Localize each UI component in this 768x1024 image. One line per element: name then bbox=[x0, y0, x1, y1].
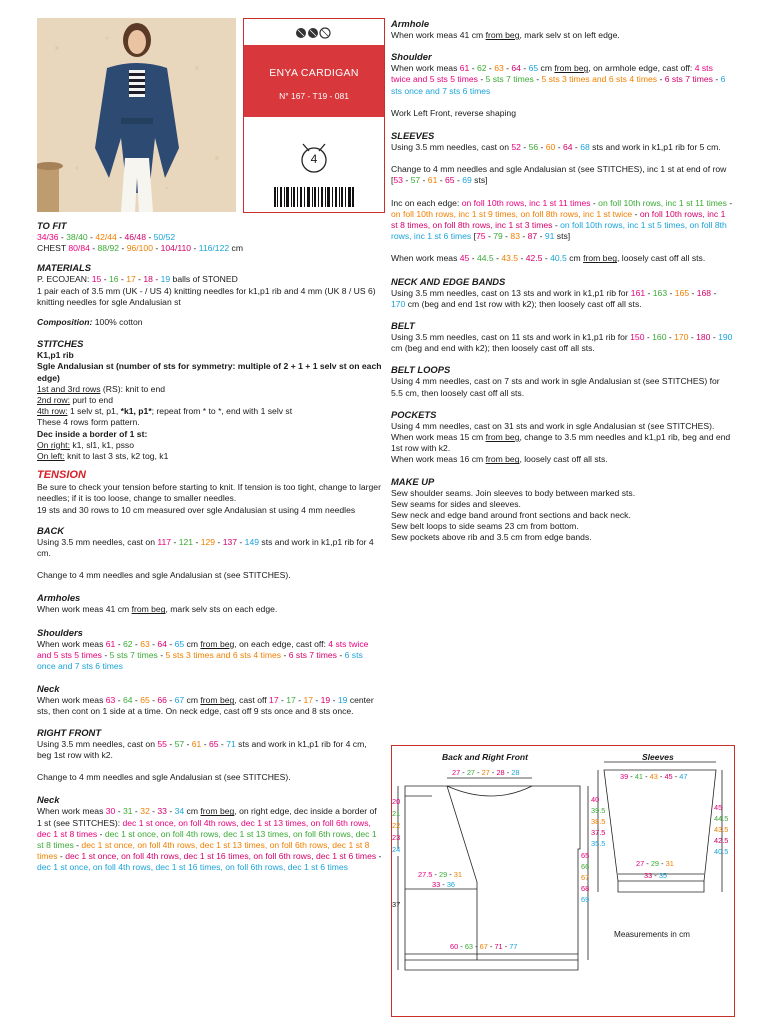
pockets-heading: POCKETS bbox=[391, 408, 437, 420]
pockets-text1: Using 4 mm needles, cast on 31 sts and work in sgle Andalusian st (see STITCHES). bbox=[391, 420, 715, 431]
label-banner bbox=[244, 45, 384, 117]
armhole-front-text: When work meas 41 cm from beg, mark selv st on left edge. bbox=[391, 30, 620, 40]
pattern-ref: N° 167 - T19 - 081 bbox=[279, 91, 349, 101]
materials-heading: MATERIALS bbox=[37, 262, 91, 274]
neck-back-heading: Neck bbox=[37, 683, 60, 695]
armholes-heading: Armholes bbox=[37, 592, 81, 604]
armhole-front-heading: Armhole bbox=[391, 18, 430, 29]
sleeves-heading: SLEEVES bbox=[391, 130, 435, 142]
neck-front-text: When work meas 30 - 31 - 32 - 33 - 34 cm from beg, on right edge, dec inside a border of 1 st (see STITCHES): dec 1 st once, on foll 4th rows, dec 1 st 13 times, on foll 6th rows, dec 1 st 8 times - dec 1 st once, on foll 4th rows, dec 1 st 13 times, on foll 6th rows, dec 1 st 8 times - dec 1 st once, on foll 4th rows, dec 1 st 13 times, on foll 6th rows, dec 1 st 8 times - dec 1 st once, on foll 4th rows, dec 1 st 16 times, on foll 6th rows, dec 1 st 6 times - dec 1 st once, on foll 4th rows, dec 1 st 16 times, on foll 6th rows, dec 1 st 6 times bbox=[37, 806, 382, 873]
to-fit-heading: TO FIT bbox=[37, 220, 67, 231]
dec-left: On left: knit to last 3 sts, k2 tog, k1 bbox=[37, 451, 169, 462]
tension-text2: 19 sts and 30 rows to 10 cm measured over sgle Andalusian st using 4 mm needles bbox=[37, 504, 356, 515]
sleeves-increase: Inc on each edge: on foll 10th rows, inc 1 st 11 times - on foll 10th rows, inc 1 st 11 times - on foll 10th rows, inc 1 st 9 times, on foll 8th rows, inc 1 st twice - on foll 10th rows, inc 1 st 8 times, on foll 8th rows, inc 1 st 3 times - on foll 10th rows, inc 1 st 5 times, on foll 8th rows, inc 1 st 6 times [75 - 79 - 83 - 87 - 91 sts] bbox=[391, 197, 733, 242]
left-front-note: Work Left Front, reverse shaping bbox=[391, 107, 516, 118]
bottom-width-label: 60 - 63 - 67 - 71 - 77 bbox=[450, 942, 518, 951]
right-front-cast-on: Using 3.5 mm needles, cast on 55 - 57 - 61 - 65 - 71 sts and work in k1,p1 rib for 4 cm, beg 1st row with k2. bbox=[37, 738, 367, 760]
make-up-line: Sew shoulder seams. Join sleeves to body between marked sts. bbox=[391, 487, 636, 498]
pattern-label bbox=[243, 18, 385, 213]
make-up-line: Sew neck and edge band around front sections and back neck. bbox=[391, 510, 631, 521]
shoulder-front-text: When work meas 61 - 62 - 63 - 64 - 65 cm from beg, on armhole edge, cast off: 4 sts twice and 5 sts 5 times - 5 sts 7 times - 5 sts 3 times and 6 sts 4 times - 6 sts 7 times - 6 sts once and 7 sts 6 times bbox=[391, 63, 726, 96]
shoulders-text: When work meas 61 - 62 - 63 - 64 - 65 cm from beg, on each edge, cast off: 4 sts twice and 5 sts 5 times - 5 sts 7 times - 5 sts 3 times and 6 sts 4 times - 6 sts 7 times - 6 sts once and 7 sts 6 times bbox=[37, 638, 369, 672]
stitch-row1: 1st and 3rd rows (RS): knit to end bbox=[37, 383, 166, 394]
neck-bands-heading: NECK AND EDGE BANDS bbox=[391, 275, 506, 287]
back-change: Change to 4 mm needles and sgle Andalusian st (see STITCHES). bbox=[37, 570, 291, 581]
stitches-heading: STITCHES bbox=[37, 338, 84, 350]
tension-text1: Be sure to check your tension before starting to knit. If tension is too tight, change to larger needles; if it is too loose, change to smaller needles. bbox=[37, 482, 381, 504]
left-height-labels: 20 21 22 23 24 bbox=[392, 797, 401, 854]
stitch-row2: 2nd row: purl to end bbox=[37, 395, 113, 406]
left-column bbox=[37, 220, 382, 874]
make-up-line: Sew pockets above rib and 3.5 cm from edge bands. bbox=[391, 532, 592, 543]
make-up-line: Sew seams for sides and sleeves. bbox=[391, 498, 521, 509]
materials-needles: 1 pair each of 3.5 mm (UK - / US 4) knitting needles for k1,p1 rib and 4 mm (UK 8 / US 6) knitting needles for sgle Andalusian st bbox=[37, 285, 376, 307]
stitch-pattern-note: These 4 rows form pattern. bbox=[37, 417, 140, 428]
composition: Composition: 100% cotton bbox=[37, 317, 143, 328]
belt-loops-text: Using 4 mm needles, cast on 7 sts and work in sgle Andalusian st (see STITCHES) for 5.5 cm, then loosely cast off all sts. bbox=[391, 376, 720, 398]
sleeves-cast-on: Using 3.5 mm needles, cast on 52 - 56 - 60 - 64 - 68 sts and work in k1,p1 rib for 5 cm. bbox=[391, 142, 721, 153]
neck-back-text: When work meas 63 - 64 - 65 - 66 - 67 cm from beg, cast off 17 - 17 - 17 - 19 - 19 center sts, then cont on 1 side at a time. On neck edge, cast off 9 sts once and 8 sts once. bbox=[37, 695, 374, 717]
sleeve-top-label: 39 - 41 - 43 - 45 - 47 bbox=[620, 772, 688, 781]
stitch-andalusian: Sgle Andalusian st (number of sts for symmetry: multiple of 2 + 1 + 1 selv st on each edge) bbox=[37, 361, 382, 383]
sleeve-bottom-label-b: 33 - 35 bbox=[644, 871, 668, 880]
difficulty-icon bbox=[294, 24, 334, 40]
tension-heading: TENSION bbox=[37, 469, 86, 482]
sleeves-title: Sleeves bbox=[642, 752, 674, 762]
front-width-label-a: 27.5 - 29 - 31 bbox=[418, 870, 463, 879]
needle-size-icon bbox=[294, 139, 334, 179]
belt-text: Using 3.5 mm needles, cast on 11 sts and work in k1,p1 rib for 150 - 160 - 170 - 180 - 190 cm (beg and end with k2); then loosely cast off all sts. bbox=[391, 332, 733, 354]
neck-bands-text: Using 3.5 mm needles, cast on 13 sts and work in k1,p1 rib for 161 - 163 - 165 - 168 - 170 cm (beg and end 1st row with k2); then loosely cast off all sts. bbox=[391, 287, 717, 309]
right-front-change: Change to 4 mm needles and sgle Andalusian st (see STITCHES). bbox=[37, 772, 291, 783]
cardigan-model-image bbox=[37, 18, 236, 212]
sleeves-cast-off: When work meas 45 - 44.5 - 43.5 - 42.5 - 40.5 cm from beg, loosely cast off all sts. bbox=[391, 253, 706, 264]
schematic-diagram bbox=[391, 745, 735, 1017]
armholes-text: When work meas 41 cm from beg, mark selv sts on each edge. bbox=[37, 604, 278, 615]
dec-heading: Dec inside a border of 1 st: bbox=[37, 428, 148, 439]
back-front-title: Back and Right Front bbox=[442, 752, 528, 762]
pockets-text2: When work meas 15 cm from beg, change to 3.5 mm needles and k1,p1 rib, beg and end 1st row with k2. bbox=[391, 432, 731, 454]
model-photo bbox=[37, 18, 236, 212]
top-width-label: 27 - 27 - 27 - 28 - 28 bbox=[452, 768, 520, 777]
sleeve-bottom-label-a: 27 - 29 - 31 bbox=[636, 859, 674, 868]
stitch-row4: 4th row: 1 selv st, p1, *k1, p1*; repeat from * to *, end with 1 selv st bbox=[37, 406, 293, 417]
right-height-labels: 40 39.5 38.5 37.5 35.5 bbox=[591, 795, 606, 848]
back-cast-on: Using 3.5 mm needles, cast on 117 - 121 - 129 - 137 - 149 sts and work in k1,p1 rib for 4 cm. bbox=[37, 536, 374, 559]
right-column bbox=[391, 18, 733, 544]
stitch-rib: K1,p1 rib bbox=[37, 350, 74, 361]
pattern-name: ENYA CARDIGAN bbox=[269, 67, 359, 79]
belt-loops-heading: BELT LOOPS bbox=[391, 364, 451, 376]
pockets-text3: When work meas 16 cm from beg, loosely cast off all sts. bbox=[391, 454, 608, 465]
neck-front-heading: Neck bbox=[37, 794, 60, 806]
sleeve-side-labels: 45 44.5 43.5 42.5 40.5 bbox=[714, 803, 729, 856]
right-front-heading: RIGHT FRONT bbox=[37, 726, 102, 738]
front-width-label-b: 33 - 36 bbox=[432, 880, 456, 889]
sleeves-change: Change to 4 mm needles and sgle Andalusian st (see STITCHES), inc 1 st at end of row [53 - 57 - 61 - 65 - 69 sts] bbox=[391, 164, 727, 186]
shoulders-heading: Shoulders bbox=[37, 626, 83, 638]
dec-right: On right: k1, sl1, k1, psso bbox=[37, 439, 134, 450]
fit-chest: CHEST 80/84 - 88/92 - 96/100 - 104/110 - 116/122 cm bbox=[37, 243, 243, 254]
barcode-icon bbox=[274, 187, 354, 207]
units-note: Measurements in cm bbox=[614, 930, 690, 939]
make-up-heading: MAKE UP bbox=[391, 475, 435, 487]
needle-size: 4 bbox=[310, 152, 318, 166]
make-up-line: Sew belt loops to side seams 23 cm from bottom. bbox=[391, 521, 579, 532]
body-length-label: 37 bbox=[392, 900, 401, 909]
back-heading: BACK bbox=[37, 524, 65, 536]
shoulder-front-heading: Shoulder bbox=[391, 51, 432, 63]
materials-yarn: P. ECOJEAN: 15 - 16 - 17 - 18 - 19 balls of STONED bbox=[37, 274, 238, 285]
armhole-depth-labels: 65 66 67 68 69 bbox=[581, 851, 590, 904]
fit-sizes: 34/36 - 38/40 - 42/44 - 46/48 - 50/52 bbox=[37, 232, 176, 242]
belt-heading: BELT bbox=[391, 320, 415, 332]
